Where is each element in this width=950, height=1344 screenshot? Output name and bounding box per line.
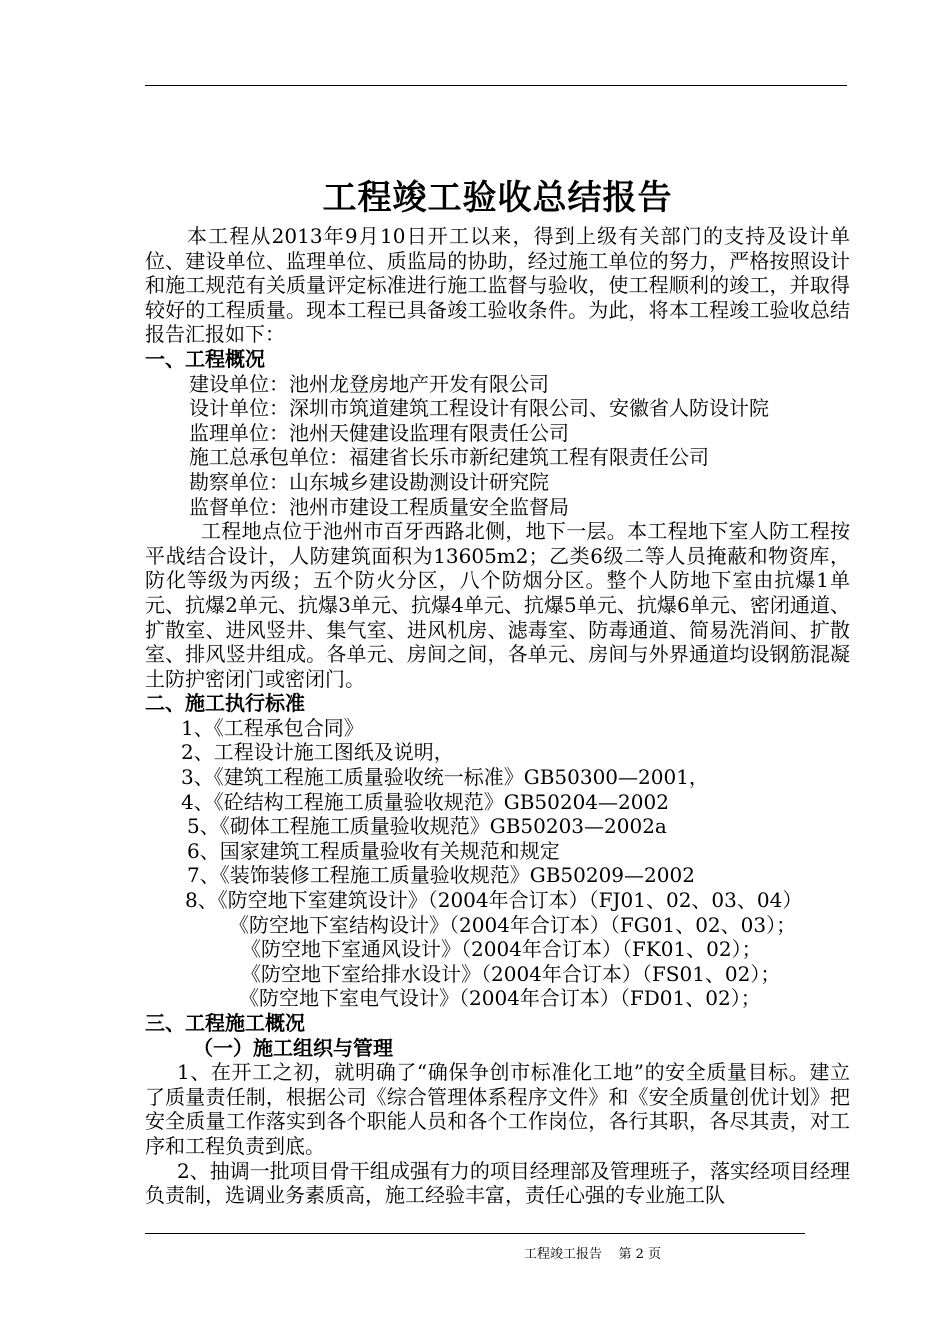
section-heading-overview: 一、工程概况 [145, 346, 265, 371]
unit-survey: 勘察单位：山东城乡建设勘测设计研究院 [189, 469, 549, 494]
document-title: 工程竣工验收总结报告 [322, 178, 673, 218]
page-footer [524, 1247, 661, 1263]
section-heading-standards: 二、施工执行标准 [145, 691, 305, 716]
standard-subitem: 《防空地下室结构设计》（2004年合订本）（FG01、02、03）； [229, 912, 797, 937]
construction-paragraph: 1、在开工之初，就明确了“确保争创市标准化工地”的安全质量目标。建立了质量责任制，根据公司《综合管理体系程序文件》和《安全质量创优计划》把安全质量工作落实到各个职能人员和各个工作岗位，各行其职，各尽其责，对工序和工程负责到底。 [145, 1060, 850, 1158]
standard-item: 8、《防空地下室建筑设计》（2004年合订本）（FJ01、02、03、04） [185, 888, 803, 913]
standard-item: 7、《装饰装修工程施工质量验收规范》GB50209—2002 [187, 863, 695, 888]
standard-item: 5、《砌体工程施工质量验收规范》GB50203—2002a [187, 814, 667, 839]
header-rule [145, 85, 847, 86]
standard-item: 2、工程设计施工图纸及说明， [181, 740, 454, 765]
standard-item: 6、国家建筑工程质量验收有关规范和规定 [187, 838, 560, 863]
standard-subitem: 《防空地下室电气设计》（2004年合订本）（FD01、02）； [239, 986, 761, 1011]
section-heading-construction: 三、工程施工概况 [145, 1011, 305, 1035]
unit-contractor: 施工总承包单位：福建省长乐市新纪建筑工程有限责任公司 [189, 445, 709, 470]
footer-rule [145, 1233, 805, 1234]
standard-item: 3、《建筑工程施工质量验收统一标准》GB50300—2001， [181, 765, 709, 790]
unit-oversight: 监督单位：池州市建设工程质量安全监督局 [189, 494, 569, 519]
unit-construction: 建设单位：池州龙登房地产开发有限公司 [189, 371, 549, 396]
document-body [145, 172, 850, 1208]
unit-design: 设计单位：深圳市筑道建筑工程设计有限公司、安徽省人防设计院 [189, 396, 769, 421]
standard-item: 4、《砼结构工程施工质量验收规范》GB50204—2002 [181, 789, 669, 814]
construction-paragraph: 2、抽调一批项目骨干组成强有力的项目经理部及管理班子，落实经项目经理负责制，选调业务素质高，施工经验丰富，责任心强的专业施工队 [145, 1158, 850, 1208]
subsection-heading: （一）施工组织与管理 [193, 1035, 393, 1060]
standard-subitem: 《防空地下室给排水设计》（2004年合订本）（FS01、02）； [241, 961, 781, 986]
footer-label: 工程竣工报告 [524, 1247, 603, 1262]
project-description: 工程地点位于池州市百牙西路北侧，地下一层。本工程地下室人防工程按平战结合设计，人防建筑面积为13605m2；乙类6级二等人员掩蔽和物资库，防化等级为丙级；五个防火分区，八个防烟分区。整个人防地下室由抗爆1单元、抗爆2单元、抗爆3单元、抗爆4单元、抗爆5单元、抗爆6单元、密闭通道、扩散室、进风竖井、集气室、进风机房、滤毒室、防毒通道、简易洗消间、扩散室、排风竖井组成。各单元、房间之间，各单元、房间与外界通道均设钢筋混凝土防护密闭门或密闭门。 [145, 519, 850, 691]
intro-paragraph: 本工程从2013年9月10日开工以来，得到上级有关部门的支持及设计单位、建设单位、监理单位、质监局的协助，经过施工单位的努力，严格按照设计和施工规范有关质量评定标准进行施工监督与验收，使工程顺利的竣工，并取得较好的工程质量。现本工程已具备竣工验收条件。为此，将本工程竣工验收总结报告汇报如下： [145, 224, 850, 347]
unit-supervision: 监理单位：池州天健建设监理有限责任公司 [189, 420, 569, 445]
page-number: 第 2 页 [618, 1247, 662, 1262]
standard-item: 1、《工程承包合同》 [181, 715, 364, 740]
standard-subitem: 《防空地下室通风设计》（2004年合订本）（FK01、02）； [241, 937, 762, 962]
